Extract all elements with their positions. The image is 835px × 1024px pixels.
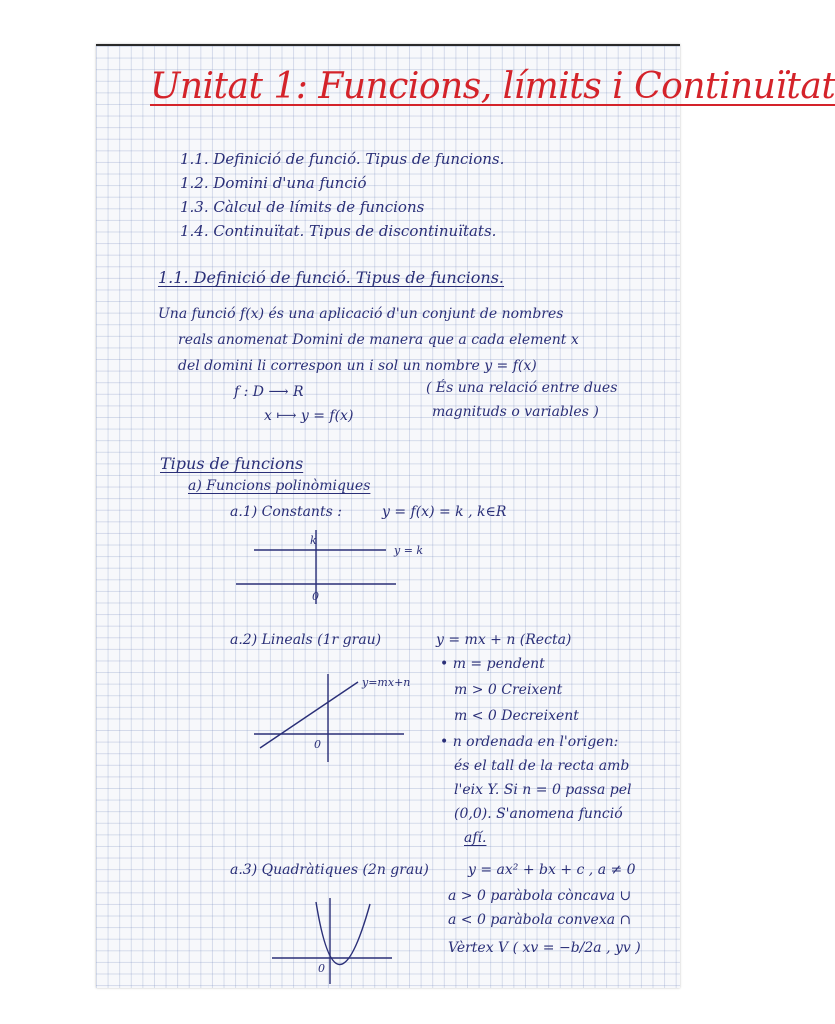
linear-graph bbox=[254, 666, 424, 766]
tipus-heading: Tipus de funcions bbox=[160, 454, 304, 473]
constant-k-label: k bbox=[310, 534, 317, 547]
linear-note-3: m < 0 Decreixent bbox=[454, 708, 579, 724]
linear-origin-label: 0 bbox=[314, 738, 321, 751]
quadratic-formula: y = ax² + bx + c , a ≠ 0 bbox=[468, 862, 636, 878]
toc-item-3: 1.3. Càlcul de límits de funcions bbox=[180, 198, 425, 216]
constant-origin-label: 0 bbox=[312, 590, 319, 603]
quadratic-graph bbox=[272, 896, 412, 986]
linear-label: a.2) Lineals (1r grau) bbox=[230, 632, 382, 648]
quadratic-origin-label: 0 bbox=[318, 962, 325, 975]
linear-note-7: (0,0). S'anomena funció bbox=[454, 806, 623, 822]
linear-formula: y = mx + n (Recta) bbox=[436, 632, 572, 648]
mapping-line-2: x ⟼ y = f(x) bbox=[264, 408, 354, 424]
toc-item-4: 1.4. Continuïtat. Tipus de discontinuïtats. bbox=[180, 222, 497, 240]
mapping-line-1: f : D ⟶ R bbox=[234, 384, 304, 400]
linear-eq-label: y=mx+n bbox=[362, 676, 411, 689]
quadratic-label: a.3) Quadràtiques (2n grau) bbox=[230, 862, 429, 878]
linear-note-1: • m = pendent bbox=[440, 656, 545, 672]
definition-line-3: del domini li correspon un i sol un nombre y = f(x) bbox=[178, 358, 537, 374]
notebook-page bbox=[96, 44, 835, 988]
constant-eq-label: y = k bbox=[394, 544, 424, 557]
constants-label: a.1) Constants : bbox=[230, 504, 342, 520]
quadratic-note-3: Vèrtex V ( xv = −b/2a , yv ) bbox=[448, 940, 641, 956]
constants-formula: y = f(x) = k , k∈R bbox=[382, 504, 507, 520]
linear-note-4: • n ordenada en l'origen: bbox=[440, 734, 619, 750]
toc-item-2: 1.2. Domini d'una funció bbox=[180, 174, 367, 192]
linear-note-2: m > 0 Creixent bbox=[454, 682, 563, 698]
toc-item-1: 1.1. Definició de funció. Tipus de funcions. bbox=[180, 150, 505, 168]
linear-note-6: l'eix Y. Si n = 0 passa pel bbox=[454, 782, 632, 798]
linear-note-5: és el tall de la recta amb bbox=[454, 758, 630, 774]
constant-graph bbox=[236, 526, 424, 606]
relation-note-1: ( És una relació entre dues bbox=[426, 380, 618, 396]
section-heading: 1.1. Definició de funció. Tipus de funcions. bbox=[158, 268, 505, 287]
polynomial-heading: a) Funcions polinòmiques bbox=[188, 478, 371, 494]
page-title: Unitat 1: Funcions, límits i Continuïtat bbox=[150, 66, 835, 107]
quadratic-note-1: a > 0 paràbola còncava ∪ bbox=[448, 888, 632, 904]
relation-note-2: magnituds o variables ) bbox=[432, 404, 599, 420]
definition-line-1: Una funció f(x) és una aplicació d'un conjunt de nombres bbox=[158, 306, 564, 322]
quadratic-note-2: a < 0 paràbola convexa ∩ bbox=[448, 912, 632, 928]
definition-line-2: reals anomenat Domini de manera que a cada element x bbox=[178, 332, 579, 348]
linear-note-8: afí. bbox=[464, 830, 487, 846]
